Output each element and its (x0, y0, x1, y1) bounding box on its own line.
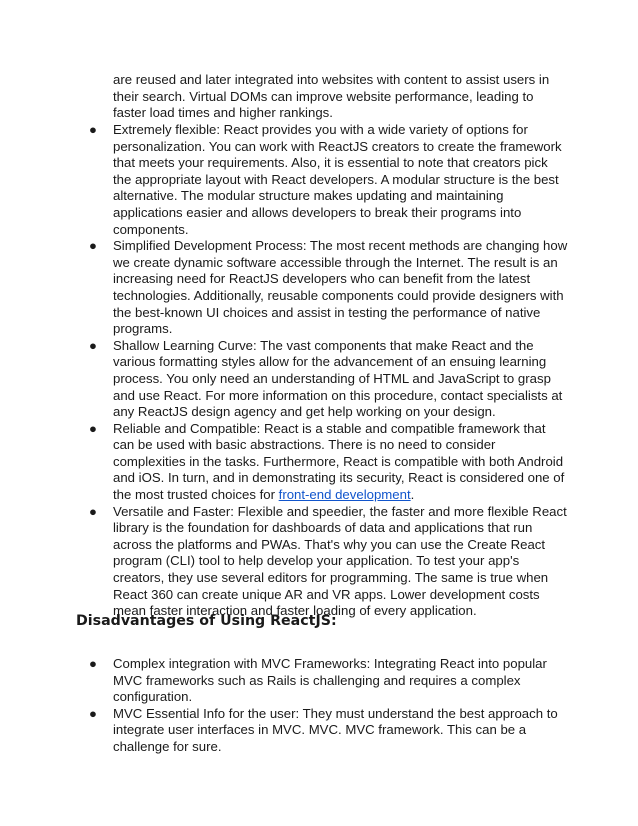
list-item (89, 656, 569, 706)
bullet-icon: ● (89, 238, 97, 254)
list-item-text: Shallow Learning Curve: The vast components that make React and the various formatting styles allow for the advancement of an ensuing learning process. You only need an understanding of HTML and JavaScript to grasp and use React. For more information on this procedure, contact specialists at any ReactJS design agency and get help working on your design. (113, 337, 563, 420)
bullet-icon: ● (89, 420, 97, 436)
list-item-text: Simplified Development Process: The most recent methods are changing how we create dynamic software accessible through the Internet. The result is an increasing need for ReactJS developers who can benefit from the latest technologies. Additionally, reusable components could provide designers with the best-known UI choices and assist in testing the performance of native programs. (113, 238, 568, 337)
list-item-text: Reliable and Compatible: React is a stable and compatible framework that can be used with basic abstractions. There is no need to consider complexities in the tasks. Furthermore, React is compatible with both Android and iOS. In turn, and in demonstrating its security, React is considered one of the most trusted choices for (113, 420, 565, 503)
list-item (89, 705, 569, 756)
list-item-text: Extremely flexible: React provides you with a wide variety of options for personalization. You can work with ReactJS creators to create the framework that meets your requirements. Also, it is essential to note that creators pick the appropriate layout with React developers. A modular structure is the best alternative. The modular structure makes updating and maintaining applications easier and allows developers to break their programs into components. (113, 122, 562, 237)
list-item (89, 337, 569, 421)
list-item (89, 122, 569, 238)
bullet-icon: ● (89, 122, 97, 137)
list-item-text: MVC Essential Info for the user: They must understand the best approach to integrate user interfaces in MVC. MVC. MVC framework. This can be a challenge for sure. (113, 705, 558, 754)
bullet-icon: ● (89, 656, 97, 671)
list-item-text: Versatile and Faster: Flexible and speedier, the faster and more flexible React library is the foundation for dashboards of data and applications that run across the platforms and PWAs. That's why you can use the Create React program (CLI) tool to help develop your application. To test your app's creators, they use several editors for programming. The same is true when React 360 can create unique AR and VR apps. Lower development costs mean faster interaction and faster loading of every application. (113, 503, 567, 619)
bullet-icon: ● (89, 503, 97, 519)
front-end-development-link[interactable]: front-end development (278, 487, 411, 503)
bullet-icon: ● (89, 705, 97, 721)
continued-paragraph: are reused and later integrated into websites with content to assist users in their search. Virtual DOMs can improve website performance, leading to faster load times and higher rankings. (113, 72, 550, 121)
list-item-text: Complex integration with MVC Frameworks: Integrating React into popular MVC frameworks such as Rails is challenging and requires a complex configuration. (113, 656, 547, 705)
disadvantages-heading: Disadvantages of Using ReactJS: (76, 613, 337, 629)
list-item (89, 503, 569, 620)
advantages-list (89, 122, 569, 620)
list-item (89, 420, 569, 504)
list-item-text-end: . (410, 487, 415, 503)
list-item (89, 238, 569, 338)
disadvantages-list (89, 656, 569, 756)
bullet-icon: ● (89, 337, 97, 353)
